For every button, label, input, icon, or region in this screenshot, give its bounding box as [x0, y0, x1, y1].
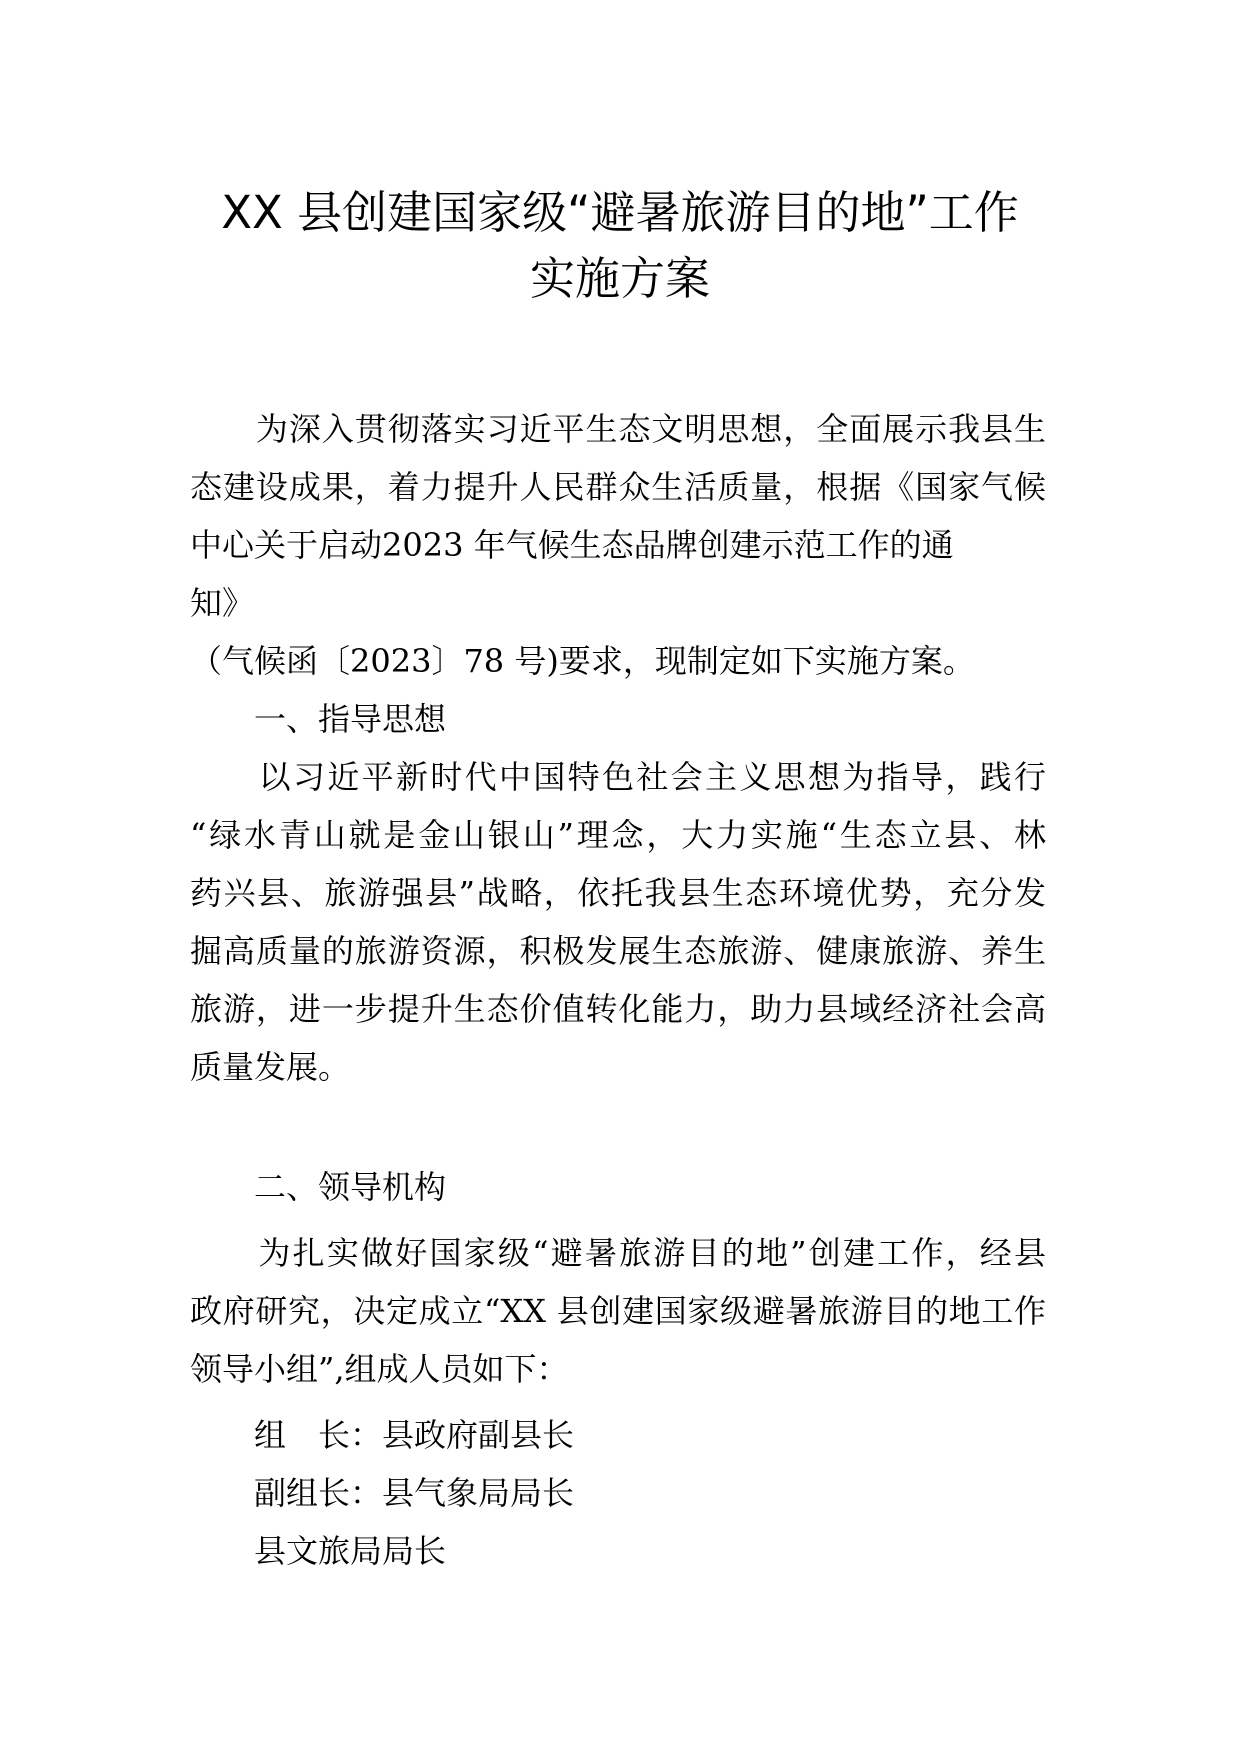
member-item: 副组长：县气象局局长	[190, 1474, 575, 1512]
member-item: 组 长：县政府副县长	[190, 1416, 575, 1454]
paragraph-line: 政府研究，决定成立“XX 县创建国家级避暑旅游目的地工作	[190, 1292, 1046, 1330]
paragraph-line: 质量发展。	[190, 1048, 351, 1086]
paragraph-line: 为扎实做好国家级“避暑旅游目的地”创建工作，经县	[190, 1234, 1046, 1272]
paragraph-line: 知》	[190, 584, 255, 622]
paragraph-line: 旅游，进一步提升生态价值转化能力，助力县域经济社会高	[190, 990, 1046, 1028]
member-item: 县文旅局局长	[190, 1532, 447, 1570]
paragraph-line: “绿水青山就是金山银山”理念，大力实施“生态立县、林	[190, 816, 1046, 854]
paragraph-line: 中心关于启动2023 年气候生态品牌创建示范工作的通	[190, 526, 954, 564]
member-list	[190, 1406, 1046, 1580]
title-line-1: XX 县创建国家级“避暑旅游目的地”工作	[221, 186, 1019, 239]
paragraph-line: 态建设成果，着力提升人民群众生活质量，根据《国家气候	[190, 468, 1046, 506]
title-line-2: 实施方案	[529, 252, 710, 305]
paragraph-line: 以习近平新时代中国特色社会主义思想为指导，践行	[190, 758, 1046, 796]
section-heading-leadership: 二、领导机构	[190, 1168, 447, 1206]
paragraph-line: 药兴县、旅游强县”战略，依托我县生态环境优势，充分发	[190, 874, 1046, 912]
document-body	[190, 400, 1046, 1580]
guiding-ideology-paragraph	[190, 748, 1046, 1096]
paragraph-line: 为深入贯彻落实习近平生态文明思想，全面展示我县生	[190, 410, 1046, 448]
intro-paragraph	[190, 400, 1046, 690]
paragraph-line: 掘高质量的旅游资源，积极发展生态旅游、健康旅游、养生	[190, 932, 1046, 970]
leadership-paragraph	[190, 1224, 1046, 1398]
paragraph-line: 领导小组”,组成人员如下：	[190, 1350, 569, 1388]
section-heading-guiding-ideology: 一、指导思想	[190, 700, 447, 738]
document-title	[170, 180, 1070, 312]
paragraph-line: （气候函〔2023〕78 号)要求，现制定如下实施方案。	[190, 642, 975, 680]
